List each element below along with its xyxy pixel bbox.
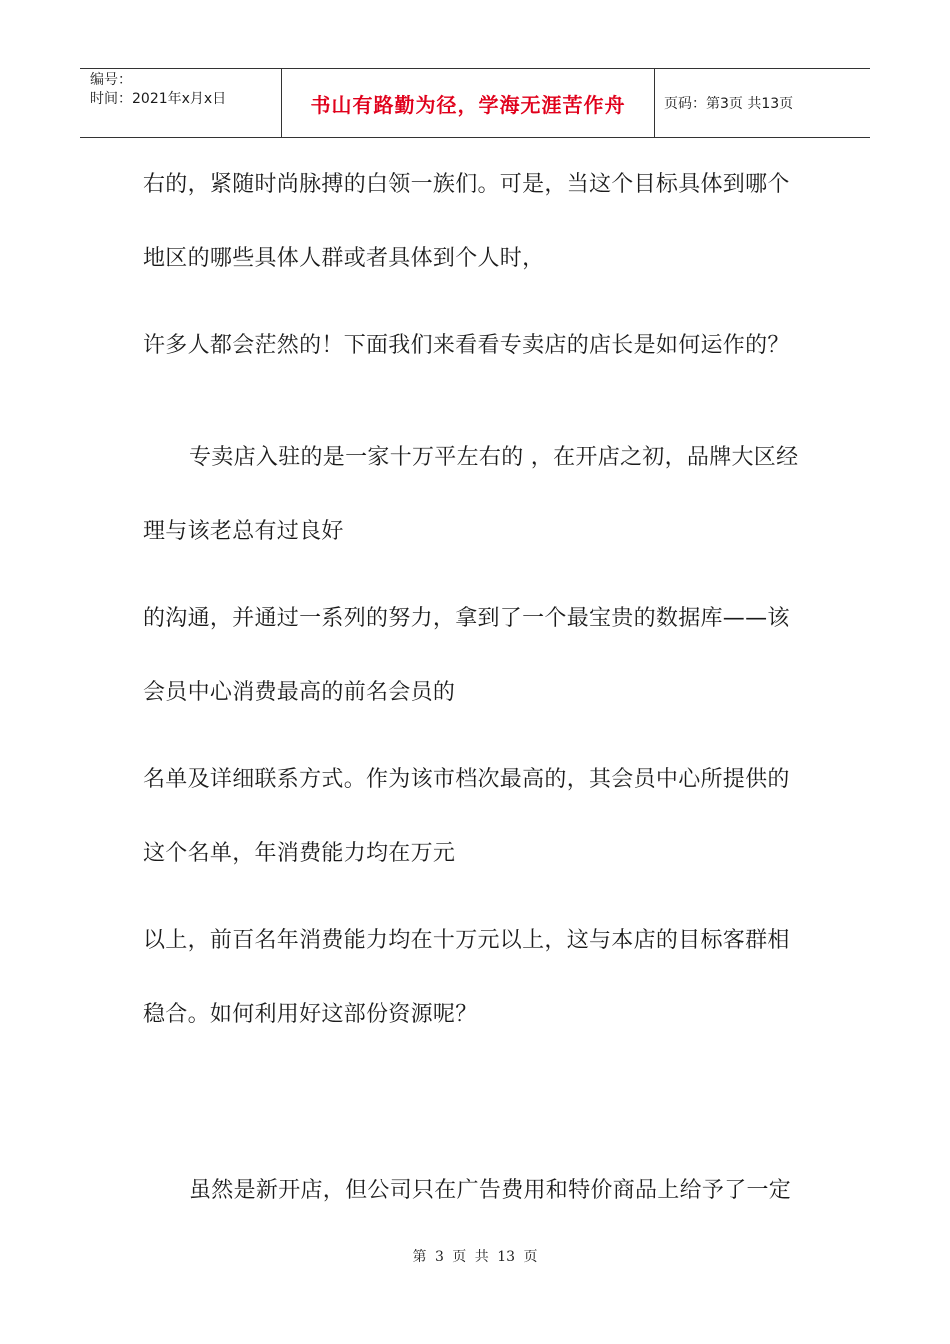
text-line: 以上，前百名年消费能力均在十万元以上，这与本店的目标客群相 bbox=[143, 928, 790, 953]
text-line: 会员中心消费最高的前名会员的 bbox=[143, 680, 456, 705]
page-header bbox=[80, 68, 870, 138]
text-line: 稳合。如何利用好这部份资源呢？ bbox=[143, 1002, 478, 1027]
text-line: 专卖店入驻的是一家十万平左右的 ，在开店之初，品牌大区经 bbox=[189, 445, 799, 470]
text-line: 这个名单，年消费能力均在万元 bbox=[143, 841, 456, 866]
document-time: 时间：2021年x月x日 bbox=[90, 91, 227, 107]
text-line: 理与该老总有过良好 bbox=[143, 519, 344, 544]
text-line: 的沟通，并通过一系列的努力，拿到了一个最宝贵的数据库——该 bbox=[143, 606, 790, 631]
page-footer: 第 3 页 共 13 页 bbox=[412, 1249, 538, 1265]
text-line: 地区的哪些具体人群或者具体到个人时， bbox=[143, 246, 545, 271]
text-line: 右的，紧随时尚脉搏的白领一族们。可是，当这个目标具体到哪个 bbox=[143, 172, 790, 197]
header-motto: 书山有路勤为径，学海无涯苦作舟 bbox=[310, 92, 626, 117]
text-line: 许多人都会茫然的！下面我们来看看专卖店的店长是如何运作的？ bbox=[143, 333, 790, 358]
text-line: 名单及详细联系方式。作为该市档次最高的，其会员中心所提供的 bbox=[143, 767, 790, 792]
text-line: 虽然是新开店，但公司只在广告费用和特价商品上给予了一定 bbox=[189, 1178, 792, 1203]
header-divider bbox=[654, 69, 655, 137]
header-page-info: 页码：第3页 共13页 bbox=[664, 96, 794, 112]
document-number: 编号： bbox=[90, 72, 132, 88]
header-meta bbox=[90, 71, 226, 109]
